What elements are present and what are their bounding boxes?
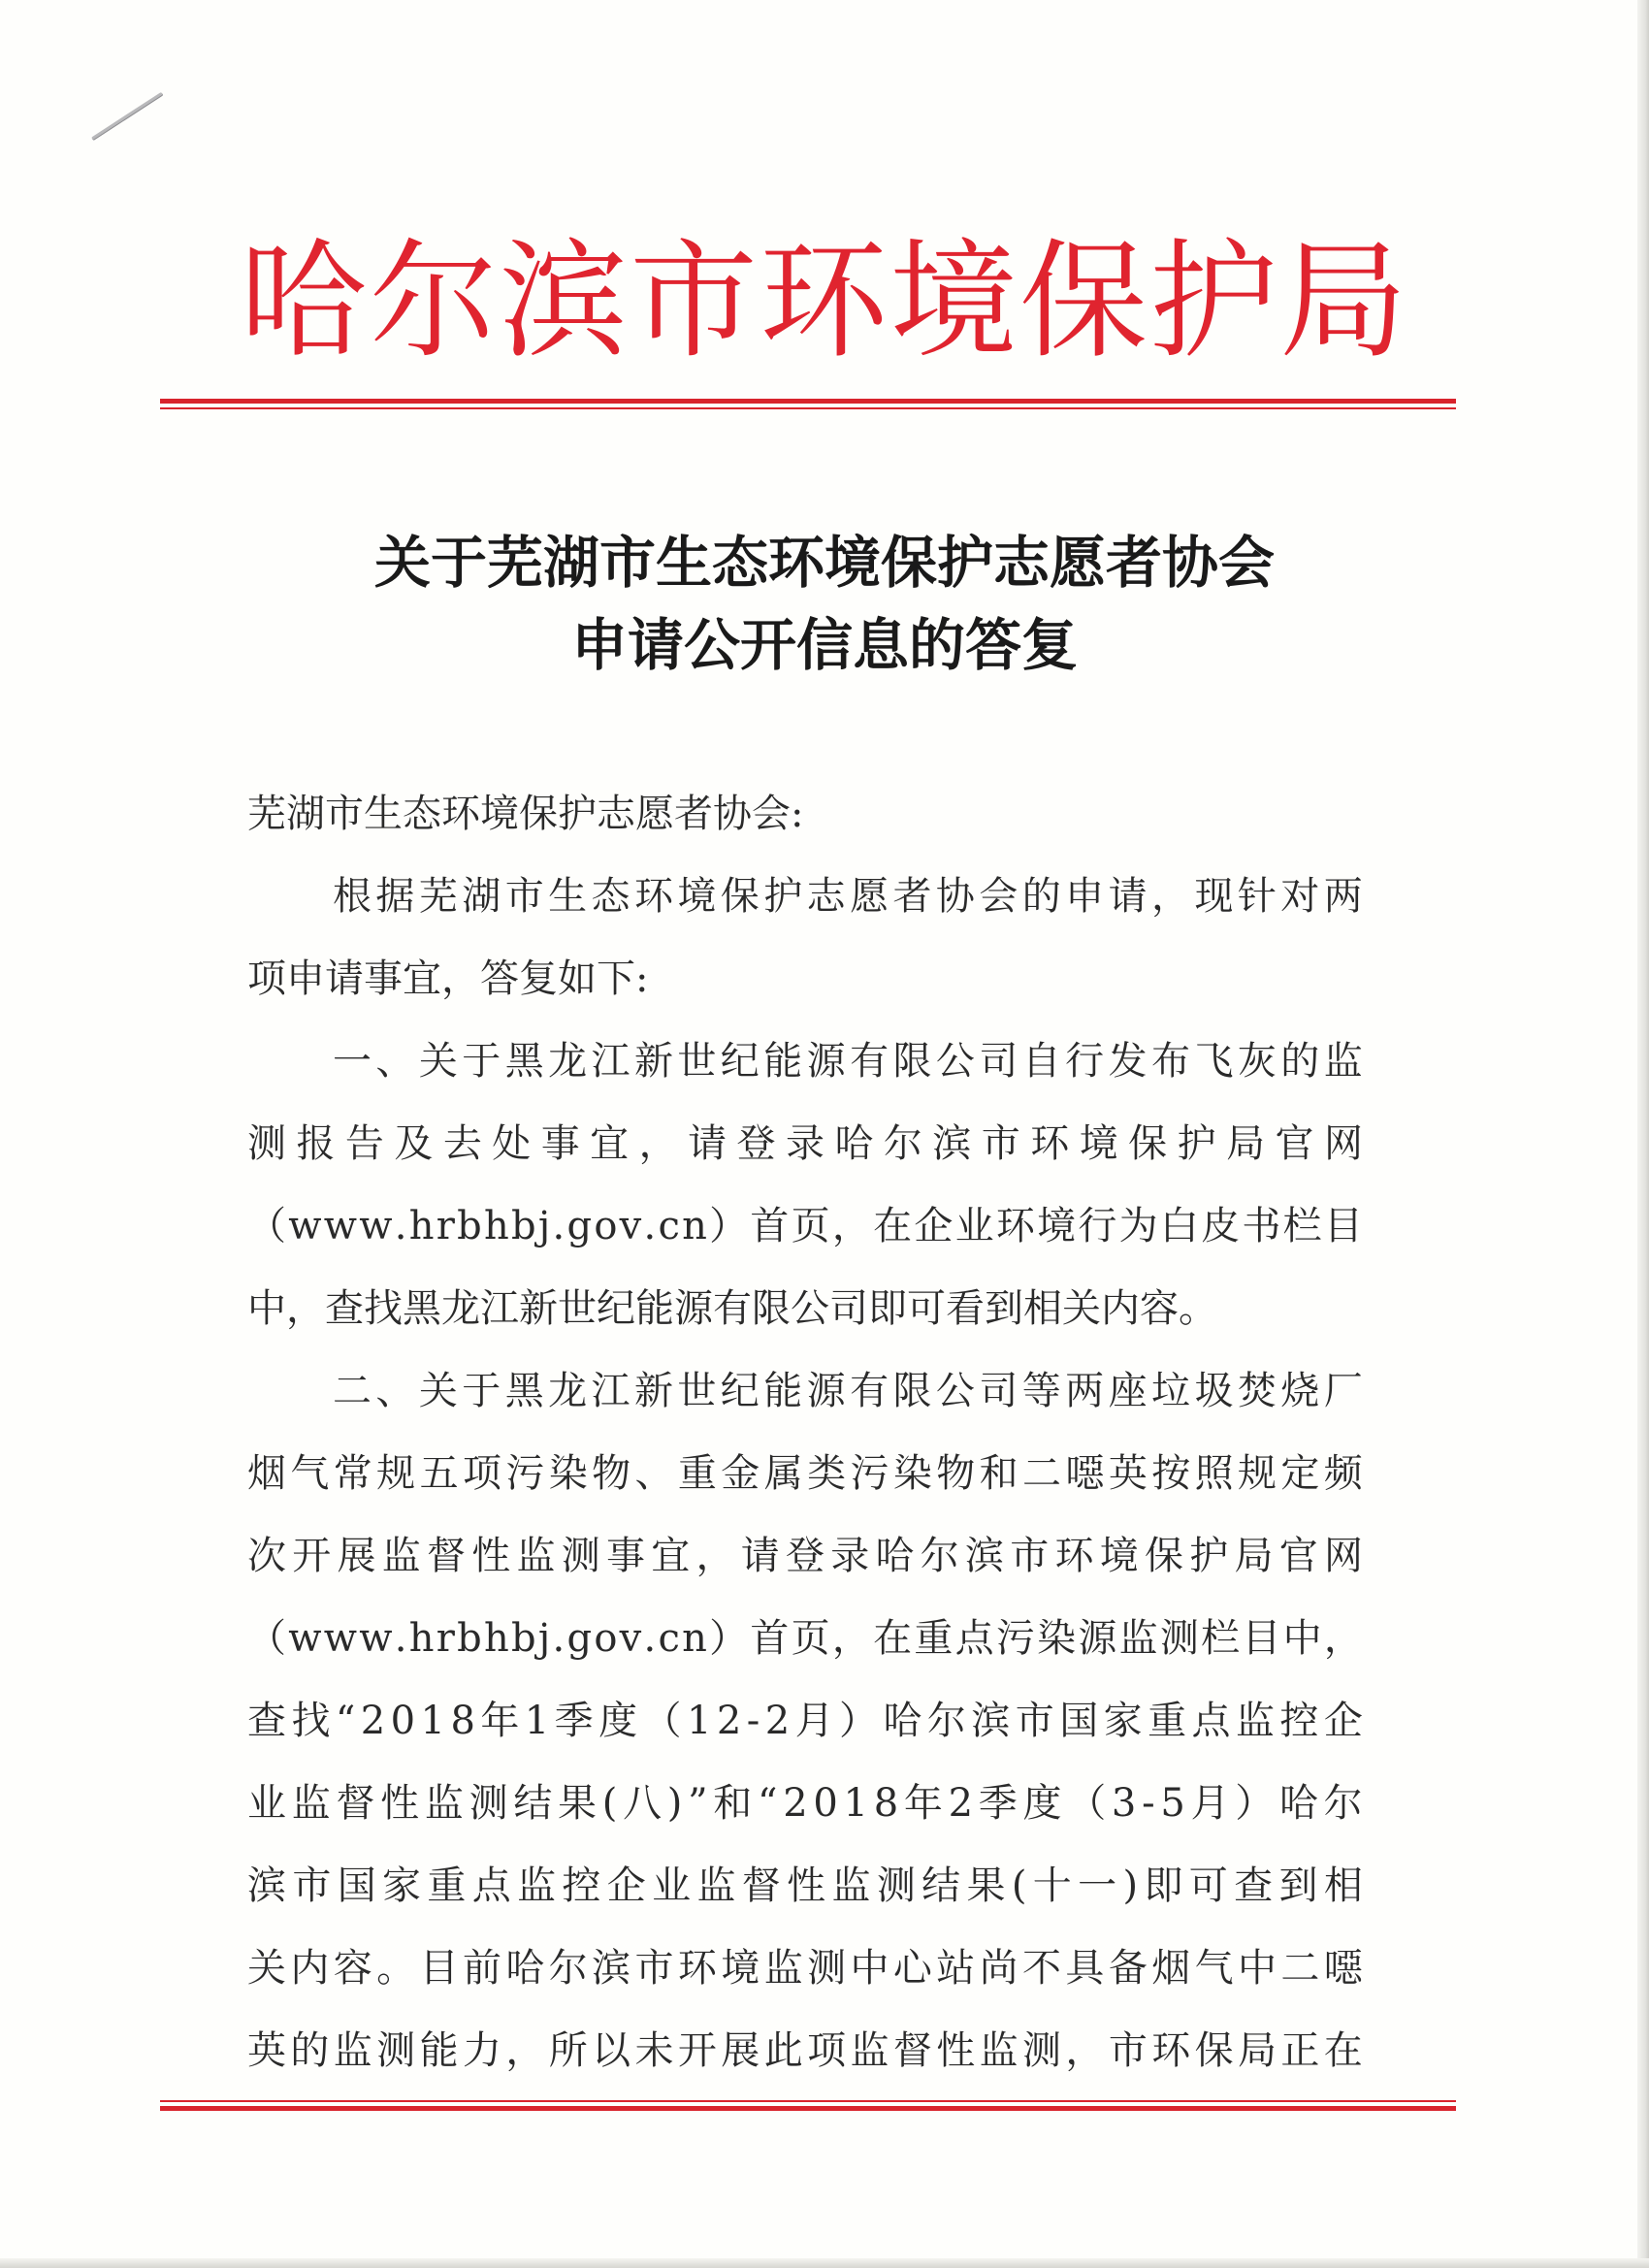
paragraph-item-2-cont	[247, 1515, 1363, 1598]
paragraph-item-2-cont	[247, 1845, 1363, 1928]
paragraph-item-2	[247, 1350, 1363, 1433]
scan-edge-right	[1637, 0, 1649, 2268]
paragraph-item-2-cont	[247, 1680, 1363, 1763]
document-title-line-1: 关于芜湖市生态环境保护志愿者协会	[373, 530, 1275, 596]
paragraph-item-1-cont	[247, 1103, 1363, 1185]
body-line: 英 的 监 测 能 力 ， 所 以 未 开 展 此 项 监 督 性 监 测 ， 市 环 保 局 正 在	[247, 2028, 1363, 2073]
body-line: 次 开 展 监 督 性 监 测 事 宜 ， 请 登 录 哈 尔 滨 市 环 境 保 护 局 官 网	[247, 1534, 1363, 1578]
paragraph-intro	[247, 856, 1363, 938]
body-line: 芜湖市生态环境保护志愿者协会:	[247, 792, 804, 836]
body-line: 二 、 关 于 黑 龙 江 新 世 纪 能 源 有 限 公 司 等 两 座 垃 圾 焚 烧 厂	[333, 1369, 1363, 1413]
paragraph-item-1-cont	[247, 1185, 1363, 1268]
paragraph-item-1	[247, 1021, 1363, 1103]
paragraph-item-2-cont	[247, 2010, 1363, 2092]
paragraph-item-1-cont	[247, 1268, 1363, 1350]
paragraph-item-2-cont	[247, 1763, 1363, 1845]
body-line: 项申请事宜，答复如下:	[247, 956, 649, 1001]
document-title-line-2: 申请公开信息的答复	[570, 612, 1078, 678]
body-line: 关 内 容 。 目 前 哈 尔 滨 市 环 境 监 测 中 心 站 尚 不 具 备 烟 气 中 二 噁	[247, 1946, 1363, 1991]
footer-red-rule	[160, 2100, 1456, 2111]
body-line: 一 、 关 于 黑 龙 江 新 世 纪 能 源 有 限 公 司 自 行 发 布 飞 灰 的 监	[333, 1039, 1363, 1084]
body-line: 业 监 督 性 监 测 结 果 ( 八 ) ” 和 “ 2 0 1 8 年 2 季 度 （ 3 - 5 月 ） 哈 尔	[247, 1781, 1363, 1826]
body-line: 滨 市 国 家 重 点 监 控 企 业 监 督 性 监 测 结 果 ( 十 一 ) 即 可 查 到 相	[247, 1863, 1363, 1908]
letterhead-org-name: 哈尔滨市环境保护局	[240, 227, 1409, 376]
body-line: 根 据 芜 湖 市 生 态 环 境 保 护 志 愿 者 协 会 的 申 请 ， 现 针 对 两	[333, 874, 1363, 919]
salutation	[247, 773, 1363, 856]
body-line: 中，查找黑龙江新世纪能源有限公司即可看到相关内容。	[247, 1286, 1217, 1331]
staple-mark	[91, 92, 163, 140]
letterhead-red-rule	[160, 399, 1456, 409]
body-line: （ w w w . h r b h b j . g o v . c n ） 首 页 ， 在 重 点 污 染 源 监 测 栏 目 中 ，	[247, 1616, 1363, 1661]
paragraph-intro-cont	[247, 938, 1363, 1021]
paragraph-item-2-cont	[247, 1928, 1363, 2010]
paragraph-item-2-cont	[247, 1598, 1363, 1680]
body-line: 测 报 告 及 去 处 事 宜 ， 请 登 录 哈 尔 滨 市 环 境 保 护 局 官 网	[247, 1121, 1363, 1166]
body-line: 查 找 “ 2 0 1 8 年 1 季 度 （ 1 2 - 2 月 ） 哈 尔 滨 市 国 家 重 点 监 控 企	[247, 1699, 1363, 1743]
paragraph-item-2-cont	[247, 1433, 1363, 1515]
body-line: （ w w w . h r b h b j . g o v . c n ） 首 页 ， 在 企 业 环 境 行 为 白 皮 书 栏 目	[247, 1204, 1363, 1248]
scan-edge-bottom	[0, 2258, 1649, 2268]
document-body	[247, 773, 1363, 2092]
body-line: 烟 气 常 规 五 项 污 染 物 、 重 金 属 类 污 染 物 和 二 噁 英 按 照 规 定 频	[247, 1451, 1363, 1496]
